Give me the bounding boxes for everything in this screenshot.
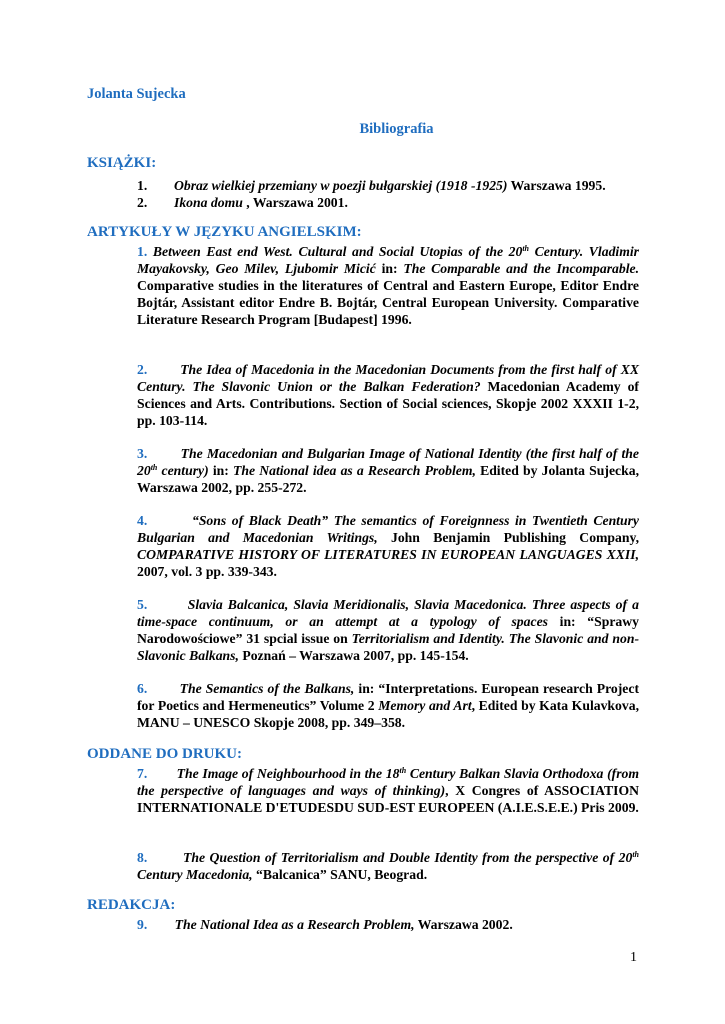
section-heading-in-press: ODDANE DO DRUKU: [87,746,242,762]
article-details: in: “Interpretations. European research Project for Poetics and Hermeneutics” Volume 2 [137,681,640,713]
in-label: in: [208,463,233,478]
publication-title: Memory and Art [378,698,472,713]
article-title-part: Slavia Balcanica, Slavia Meridionalis, Slavia Macedonica. Three aspects of a time-space continuum, or an attempt at a typology of spaces [137,597,639,629]
article-title-part: Century Balkan Slavia Orthodoxa (from the perspective of languages and ways of thinking) [137,766,640,798]
editing-item [137,916,639,933]
item-number: 8. [137,850,148,865]
item-number: 6. [137,681,148,696]
book-item [137,194,639,211]
article-item [137,512,639,580]
in-press-item [137,765,639,816]
article-title-part: The Semantics of the Balkans, [179,681,355,696]
article-details: Macedonian Academy of Sciences and Arts. Contributions. Section of Social sciences, Skopje 2002 XXXII 1-2, pp. 103-114. [137,379,639,428]
article-title-part: The Image of Neighbourhood in the 18 [176,766,400,781]
item-number: 2. [137,195,148,210]
article-title-part: century) [157,463,209,478]
in-press-item [137,849,639,883]
article-details: Edited by Jolanta Sujecka, Warszawa 2002, pp. 255-272. [137,463,639,495]
item-number: 7. [137,766,148,781]
article-details: in: “Sprawy Narodowościowe” 31 spcial issue on [137,614,639,646]
superscript: th [150,463,158,472]
book-title: The National Idea as a Research Problem, [174,917,415,932]
article-title-part: Between East end West. Cultural and Social Utopias of the 20 [152,244,523,259]
article-details: “Balcanica” SANU, Beograd. [252,867,428,882]
item-number: 5. [137,597,148,612]
document-title: Bibliografia [359,121,434,137]
book-details: , Warszawa 2001. [242,195,348,210]
article-item [137,243,639,328]
item-number: 1. [137,244,148,259]
superscript: th [399,766,407,775]
article-details: , X Congres of ASSOCIATION INTERNATIONALE D'ETUDESDU SUD-EST EUROPEEN (A.I.E.S.E.E.) Pris 2009. [137,783,639,815]
article-item [137,361,639,429]
section-heading-articles-en: ARTYKUŁY W JĘZYKU ANGIELSKIM: [87,224,362,240]
article-title-part: The Idea of Macedonia in the Macedonian Documents from the first half of XX Century. The Slavonic Union or the Balkan Federation? [137,362,639,394]
article-title-part: The Question of Territorialism and Double Identity from the perspective of 20 [182,850,633,865]
article-details: Poznań – Warszawa 2007, pp. 145-154. [238,648,469,663]
item-number: 2. [137,362,148,377]
article-item [137,445,639,496]
author-name: Jolanta Sujecka [87,86,186,102]
item-number: 1. [137,178,148,193]
article-title-part: “Sons of Black Death” The semantics of Foreignness in Twentieth Century Bulgarian and Macedonian Writings, [137,513,639,545]
article-title-part: Century Macedonia, [137,867,253,882]
publication-title: The National idea as a Research Problem, [233,463,476,478]
article-item [137,596,639,664]
in-label: in: [375,261,404,276]
section-heading-books: KSIĄŻKI: [87,155,157,171]
book-details: Warszawa 1995. [507,178,606,193]
article-details: Comparative studies in the literatures of Central and Eastern Europe, Editor Endre Bojtár, Assistant editor Endre B. Bojtár, Central European University. Comparative Literature Research Program [Budapest] 1996. [137,278,639,327]
article-details: 2007, vol. 3 pp. 339-343. [137,564,277,579]
page-number: 1 [630,950,637,965]
book-title: Ikona domu [174,195,243,210]
article-details: , Edited by Kata Kulavkova, MANU – UNESCO Skopje 2008, pp. 349–358. [137,698,639,730]
article-title-part: The Macedonian and Bulgarian Image of National Identity (the first half of the 20 [137,446,639,478]
article-details: John Benjamin Publishing Company, [377,530,640,545]
article-item [137,680,639,731]
article-title-part: Century. Vladimir Mayakovsky, Geo Milev, Ljubomir Micić [137,244,639,276]
item-number: 3. [137,446,148,461]
item-number: 4. [137,513,148,528]
publication-title: The Comparable and the Incomparable. [403,261,640,276]
book-title: Obraz wielkiej przemiany w poezji bułgarskiej (1918 -1925) [174,178,508,193]
book-item [137,177,639,194]
book-details: Warszawa 2002. [414,917,513,932]
publication-title: COMPARATIVE HISTORY OF LITERATURES IN EUROPEAN LANGUAGES XXII, [137,547,639,562]
item-number: 9. [137,917,148,932]
superscript: th [632,850,639,859]
superscript: th [522,244,529,253]
publication-title: Territorialism and Identity. The Slavonic and non-Slavonic Balkans, [137,631,640,663]
section-heading-editing: REDAKCJA: [87,897,176,913]
